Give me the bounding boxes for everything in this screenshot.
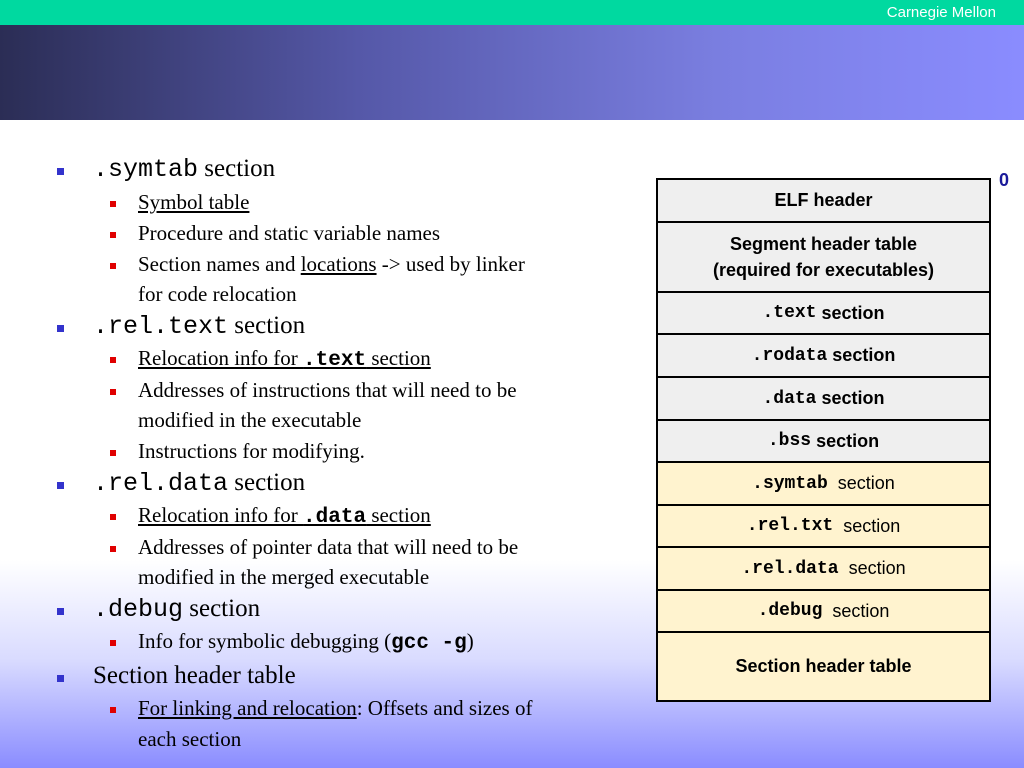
reltext-sub-3: Instructions for modifying. — [138, 439, 365, 463]
sub-bullet-marker — [110, 263, 116, 269]
section-header-table-row: Section header table — [658, 633, 989, 700]
bullet-debug: .debug section — [93, 595, 261, 624]
reltext-sub-1: Relocation info for .text section — [138, 346, 431, 372]
bullet-marker — [57, 675, 64, 682]
top-accent-bar — [0, 0, 1024, 25]
title-banner — [0, 25, 1024, 120]
elf-layout-table — [656, 178, 991, 702]
segment-header-table-row: Segment header table (required for executables) — [658, 223, 989, 293]
symtab-sub-3: Section names and locations -> used by linker — [138, 252, 525, 276]
sub-bullet-marker — [110, 389, 116, 395]
sub-bullet-marker — [110, 450, 116, 456]
bullet-section-header-table: Section header table — [93, 662, 296, 689]
sub-bullet-marker — [110, 357, 116, 363]
bullet-marker — [57, 608, 64, 615]
reltext-sub-2: Addresses of instructions that will need to be — [138, 378, 517, 402]
text-section-row: .text section — [658, 293, 989, 335]
bullet-marker — [57, 482, 64, 489]
offset-zero-label: 0 — [999, 170, 1010, 190]
bullet-marker — [57, 168, 64, 175]
debug-sub-1: Info for symbolic debugging (gcc -g) — [138, 629, 474, 655]
symtab-section-row: .symtab section — [658, 463, 989, 506]
bullet-rel-data: .rel.data section — [93, 469, 306, 498]
reldata-sub-2-cont: modified in the merged executable — [138, 565, 430, 589]
bss-section-row: .bss section — [658, 421, 989, 463]
reldata-sub-1: Relocation info for .data section — [138, 503, 431, 529]
sub-bullet-marker — [110, 232, 116, 238]
rel-data-section-row: .rel.data section — [658, 548, 989, 591]
bullet-marker — [57, 325, 64, 332]
bullet-symtab: .symtab section — [93, 155, 276, 184]
reltext-sub-2-cont: modified in the executable — [138, 408, 362, 432]
rel-txt-section-row: .rel.txt section — [658, 506, 989, 548]
reldata-sub-2: Addresses of pointer data that will need to be — [138, 535, 519, 559]
sht-sub-1-cont: each section — [138, 727, 242, 751]
data-section-row: .data section — [658, 378, 989, 421]
symtab-sub-1: Symbol table — [138, 190, 250, 214]
brand-label: Carnegie Mellon — [886, 4, 996, 21]
bullet-rel-text: .rel.text section — [93, 312, 306, 341]
sub-bullet-marker — [110, 640, 116, 646]
symtab-sub-2: Procedure and static variable names — [138, 221, 441, 245]
elf-header-row: ELF header — [658, 180, 989, 223]
sub-bullet-marker — [110, 546, 116, 552]
rodata-section-row: .rodata section — [658, 335, 989, 378]
debug-section-row: .debug section — [658, 591, 989, 633]
symtab-sub-3-cont: for code relocation — [138, 282, 297, 306]
sub-bullet-marker — [110, 201, 116, 207]
sub-bullet-marker — [110, 514, 116, 520]
sub-bullet-marker — [110, 707, 116, 713]
sht-sub-1: For linking and relocation: Offsets and sizes of — [138, 696, 533, 720]
